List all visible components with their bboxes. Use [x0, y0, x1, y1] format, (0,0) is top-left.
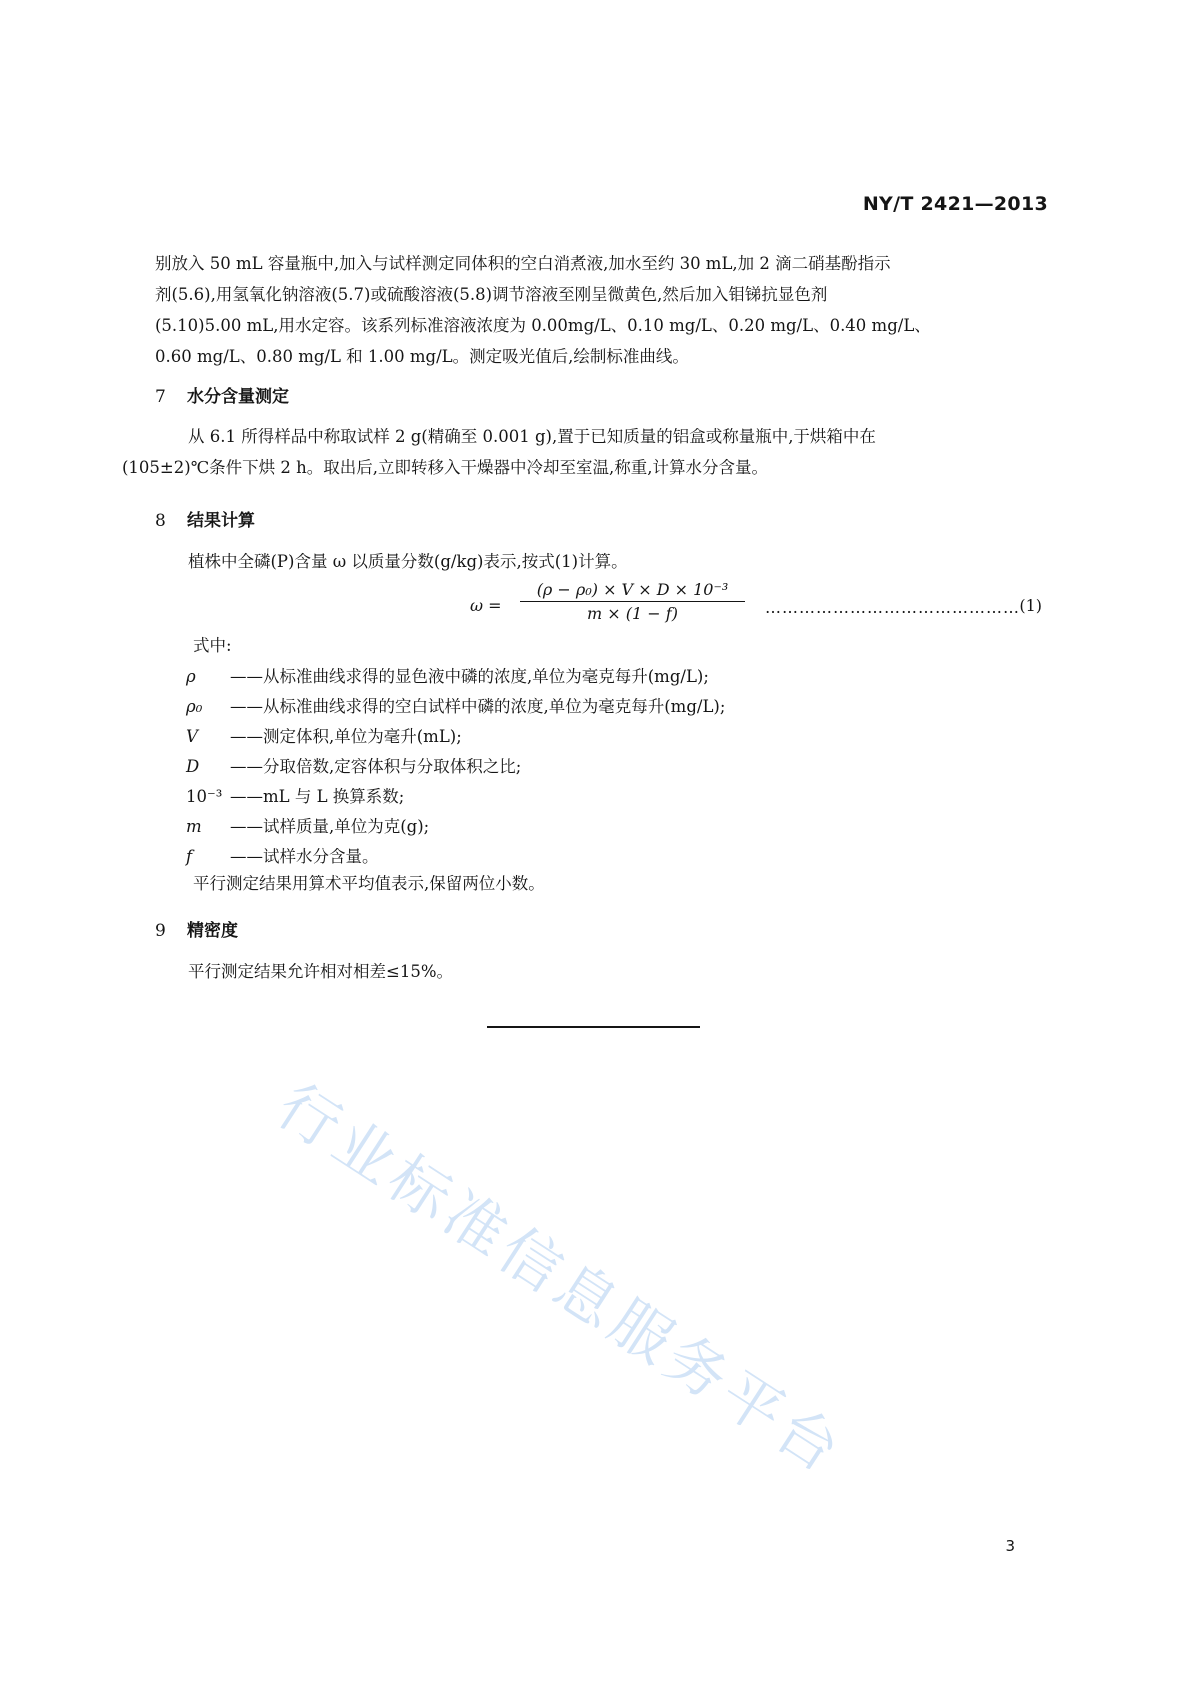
- formula-numerator: (ρ − ρ₀) × V × D × 10⁻³: [520, 580, 745, 602]
- end-rule: [487, 1026, 700, 1028]
- paragraph-line: (105±2)℃条件下烘 2 h。取出后,立即转移入干燥器中冷却至室温,称重,计算水分含量。: [122, 458, 768, 477]
- section-number: 9: [155, 921, 166, 941]
- page-number: 3: [1005, 1537, 1015, 1555]
- formula-denominator: m × (1 − f): [587, 604, 678, 623]
- section-number: 8: [155, 511, 166, 531]
- variable-item: [186, 752, 725, 782]
- variable-symbol: ρ: [186, 667, 196, 686]
- continuation-line: 0.60 mg/L、0.80 mg/L 和 1.00 mg/L。测定吸光值后,绘制标准曲线。: [155, 347, 689, 366]
- variable-item: [186, 662, 725, 692]
- continuation-line: 剂(5.6),用氢氧化钠溶液(5.7)或硫酸溶液(5.8)调节溶液至刚呈微黄色,然后加入钼锑抗显色剂: [155, 285, 828, 304]
- variable-symbol: f: [186, 847, 193, 866]
- variable-item: [186, 692, 725, 722]
- section-8-intro: 植株中全磷(P)含量 ω 以质量分数(g/kg)表示,按式(1)计算。: [188, 552, 628, 571]
- paragraph-line: 从 6.1 所得样品中称取试样 2 g(精确至 0.001 g),置于已知质量的铝盒或称量瓶中,于烘箱中在: [188, 427, 876, 446]
- section-7-paragraph: [122, 421, 1051, 483]
- section-9-paragraph: 平行测定结果允许相对相差≤15%。: [188, 962, 453, 981]
- variable-desc: ——分取倍数,定容体积与分取体积之比;: [230, 757, 522, 776]
- standard-code: NY/T 2421—2013: [862, 193, 1048, 215]
- section-7-heading: [155, 382, 289, 407]
- formula-lhs: ω =: [470, 596, 502, 615]
- section-number: 7: [155, 387, 166, 407]
- watermark: 行业标准信息服务平台: [264, 1070, 857, 1490]
- variable-item: [186, 782, 725, 812]
- section-title: 结果计算: [187, 511, 255, 531]
- variable-symbol: 10⁻³: [186, 787, 223, 806]
- continuation-line: (5.10)5.00 mL,用水定容。该系列标准溶液浓度为 0.00mg/L、0.10 mg/L、0.20 mg/L、0.40 mg/L、: [155, 316, 931, 335]
- result-note: 平行测定结果用算术平均值表示,保留两位小数。: [193, 874, 545, 893]
- section-9-heading: [155, 916, 238, 941]
- continuation-line: 别放入 50 mL 容量瓶中,加入与试样测定同体积的空白消煮液,加水至约 30 mL,加 2 滴二硝基酚指示: [155, 254, 891, 273]
- variable-list: [186, 662, 725, 872]
- variable-desc: ——从标准曲线求得的显色液中磷的浓度,单位为毫克每升(mg/L);: [230, 667, 709, 686]
- variable-desc: ——mL 与 L 换算系数;: [230, 787, 405, 806]
- formula-number: (1): [1019, 596, 1042, 615]
- variable-symbol: D: [186, 757, 200, 776]
- formula-1: [470, 580, 1052, 634]
- continuation-paragraph: [155, 248, 1051, 372]
- section-8-heading: [155, 506, 255, 531]
- where-label: 式中:: [193, 636, 232, 655]
- variable-desc: ——试样水分含量。: [230, 847, 379, 866]
- variable-symbol: V: [186, 727, 198, 746]
- section-title: 水分含量测定: [187, 387, 289, 407]
- variable-item: [186, 812, 725, 842]
- section-title: 精密度: [187, 921, 238, 941]
- formula-leader-dots: ………………………………………: [765, 598, 1020, 617]
- variable-symbol: m: [186, 817, 202, 836]
- variable-symbol: ρ₀: [186, 697, 203, 716]
- formula-fraction: [520, 580, 745, 623]
- variable-desc: ——试样质量,单位为克(g);: [230, 817, 430, 836]
- variable-desc: ——测定体积,单位为毫升(mL);: [230, 727, 462, 746]
- variable-desc: ——从标准曲线求得的空白试样中磷的浓度,单位为毫克每升(mg/L);: [230, 697, 726, 716]
- variable-item: [186, 722, 725, 752]
